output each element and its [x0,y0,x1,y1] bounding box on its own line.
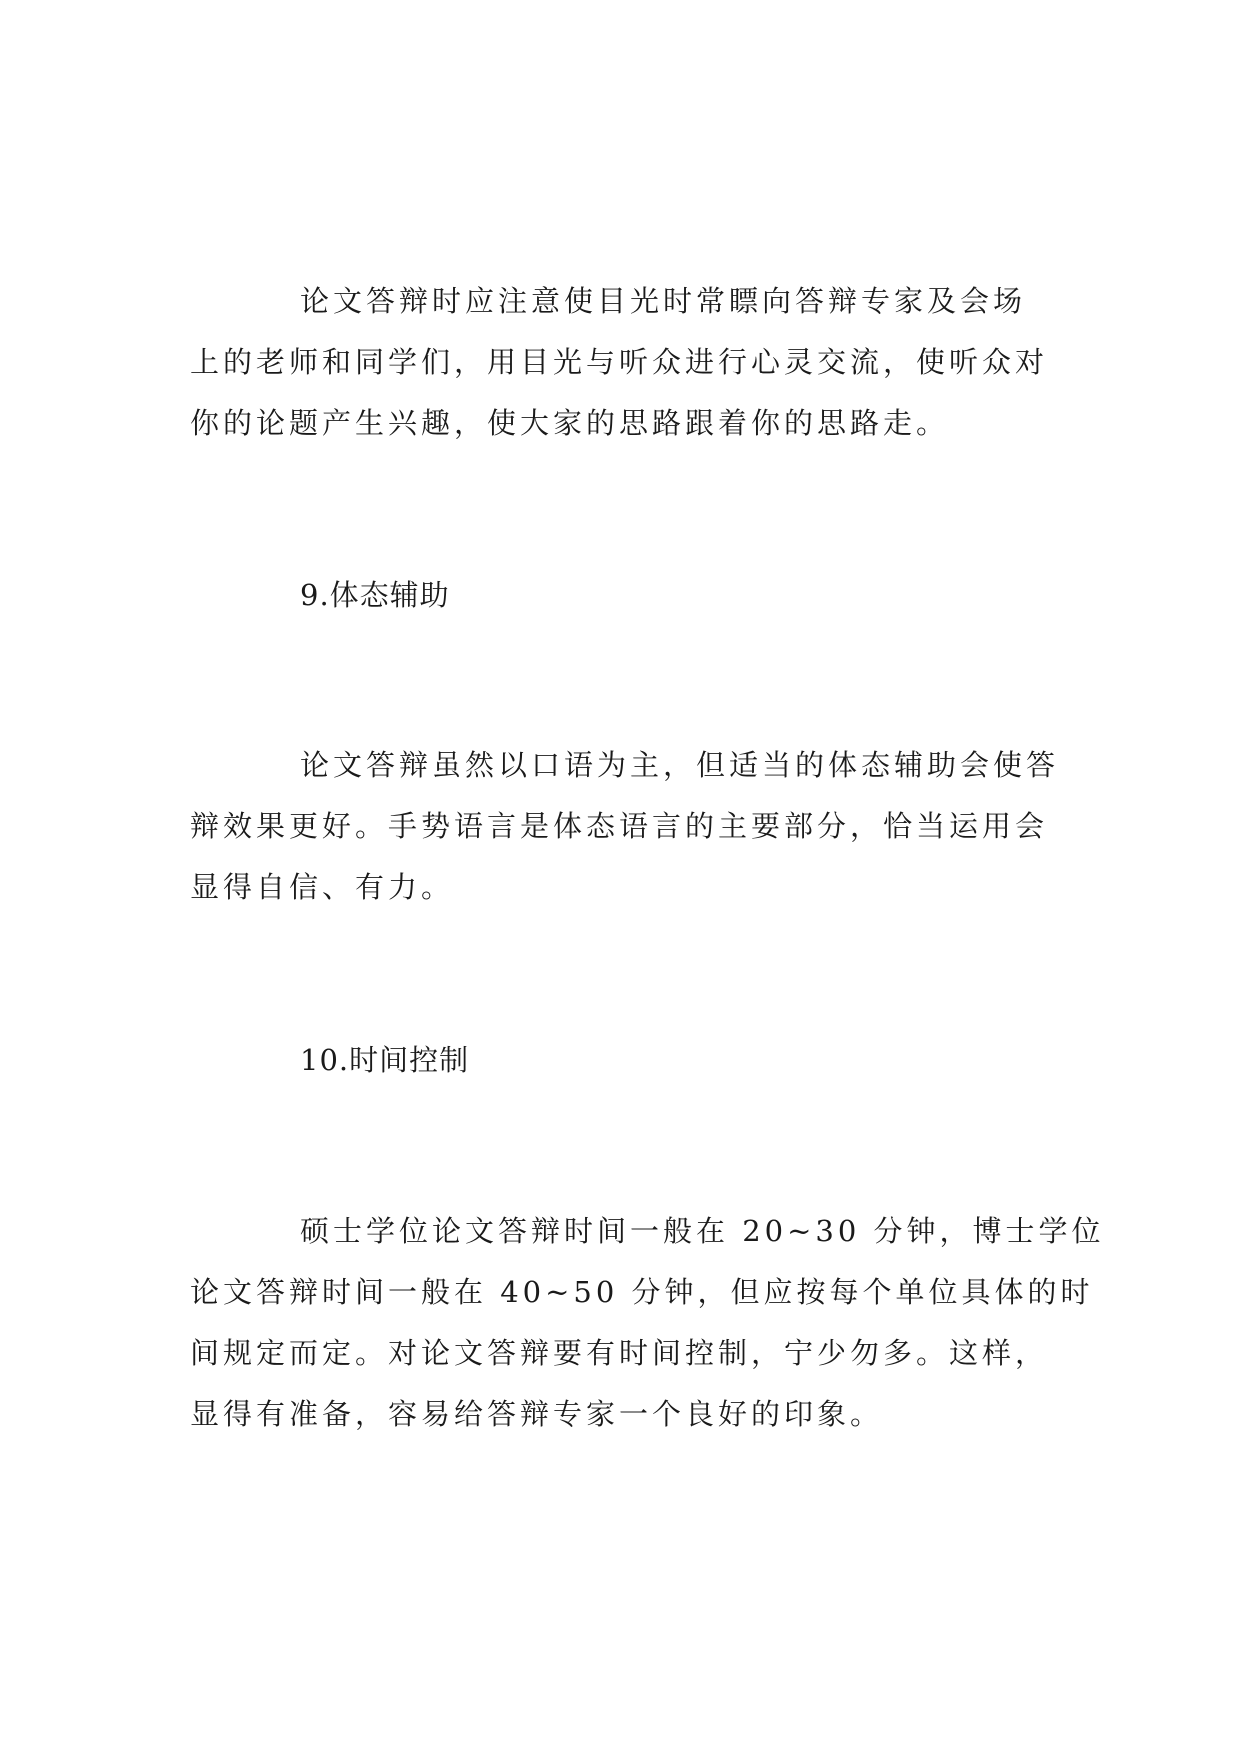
paragraph-line: 上的老师和同学们，用目光与听众进行心灵交流，使听众对 [190,345,1049,379]
paragraph-eye-contact [190,271,1050,454]
paragraph-time-control [190,1201,1105,1445]
paragraph-line: 硕士学位论文答辩时间一般在 20~30 分钟，博士学位 [300,1214,1105,1248]
section-heading-body-language: 9.体态辅助 [300,578,450,612]
paragraph-line: 辩效果更好。手势语言是体态语言的主要部分，恰当运用会 [190,809,1049,843]
paragraph-line: 论文答辩时应注意使目光时常瞟向答辩专家及会场 [300,284,1027,318]
paragraph-line: 你的论题产生兴趣，使大家的思路跟着你的思路走。 [190,406,950,440]
section-heading-time-control: 10.时间控制 [300,1043,470,1077]
paragraph-line: 论文答辩时间一般在 40~50 分钟，但应按每个单位具体的时 [190,1275,1094,1309]
paragraph-line: 论文答辩虽然以口语为主，但适当的体态辅助会使答 [300,748,1060,782]
paragraph-line: 显得有准备，容易给答辩专家一个良好的印象。 [190,1397,884,1431]
paragraph-line: 显得自信、有力。 [190,870,455,904]
paragraph-body-language [190,735,1060,918]
paragraph-line: 间规定而定。对论文答辩要有时间控制，宁少勿多。这样， [190,1336,1049,1370]
